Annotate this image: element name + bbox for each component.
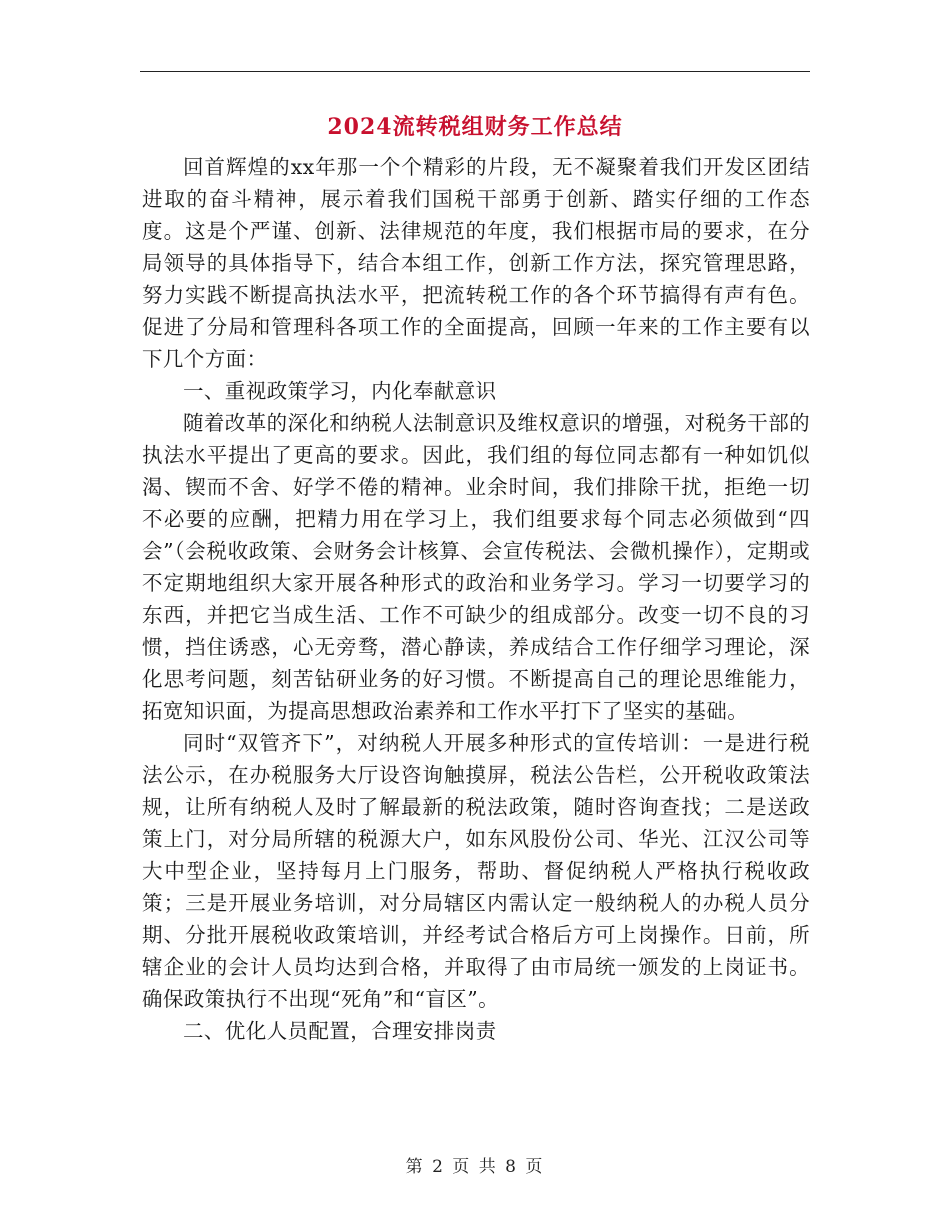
document-body <box>142 151 810 1047</box>
body-paragraph: 回首辉煌的xx年那一个个精彩的片段，无不凝聚着我们开发区团结进取的奋斗精神，展示着我们国税干部勇于创新、踏实仔细的工作态度。这是个严谨、创新、法律规范的年度，我们根据市局的要求，在分局领导的具体指导下，结合本组工作，创新工作方法，探究管理思路，努力实践不断提高执法水平，把流转税工作的各个环节搞得有声有色。促进了分局和管理科各项工作的全面提高，回顾一年来的工作主要有以下几个方面： <box>142 155 810 371</box>
document-title: 2024流转税组财务工作总结 <box>327 114 623 140</box>
header-rule <box>140 71 810 72</box>
section-heading: 一、重视政策学习，内化奉献意识 <box>183 379 497 403</box>
body-paragraph: 随着改革的深化和纳税人法制意识及维权意识的增强，对税务干部的执法水平提出了更高的要求。因此，我们组的每位同志都有一种如饥似渴、锲而不舍、好学不倦的精神。业余时间，我们排除干扰，拒绝一切不必要的应酬，把精力用在学习上，我们组要求每个同志必须做到“四会”（会税收政策、会财务会计核算、会宣传税法、会微机操作），定期或不定期地组织大家开展各种形式的政治和业务学习。学习一切要学习的东西，并把它当成生活、工作不可缺少的组成部分。改变一切不良的习惯，挡住诱惑，心无旁骛，潜心静读，养成结合工作仔细学习理论，深化思考问题，刻苦钻研业务的好习惯。不断提高自己的理论思维能力，拓宽知识面，为提高思想政治素养和工作水平打下了坚实的基础。 <box>142 411 810 723</box>
section-heading: 二、优化人员配置，合理安排岗责 <box>183 1019 497 1043</box>
page-number: 第 2 页 共 8 页 <box>405 1157 545 1177</box>
body-paragraph: 同时“双管齐下”，对纳税人开展多种形式的宣传培训：一是进行税法公示，在办税服务大厅设咨询触摸屏，税法公告栏，公开税收政策法规，让所有纳税人及时了解最新的税法政策，随时咨询查找；二是送政策上门，对分局所辖的税源大户，如东风股份公司、华光、江汉公司等大中型企业，坚持每月上门服务，帮助、督促纳税人严格执行税收政策；三是开展业务培训，对分局辖区内需认定一般纳税人的办税人员分期、分批开展税收政策培训，并经考试合格后方可上岗操作。日前，所辖企业的会计人员均达到合格，并取得了由市局统一颁发的上岗证书。确保政策执行不出现“死角”和“盲区”。 <box>142 731 810 1011</box>
